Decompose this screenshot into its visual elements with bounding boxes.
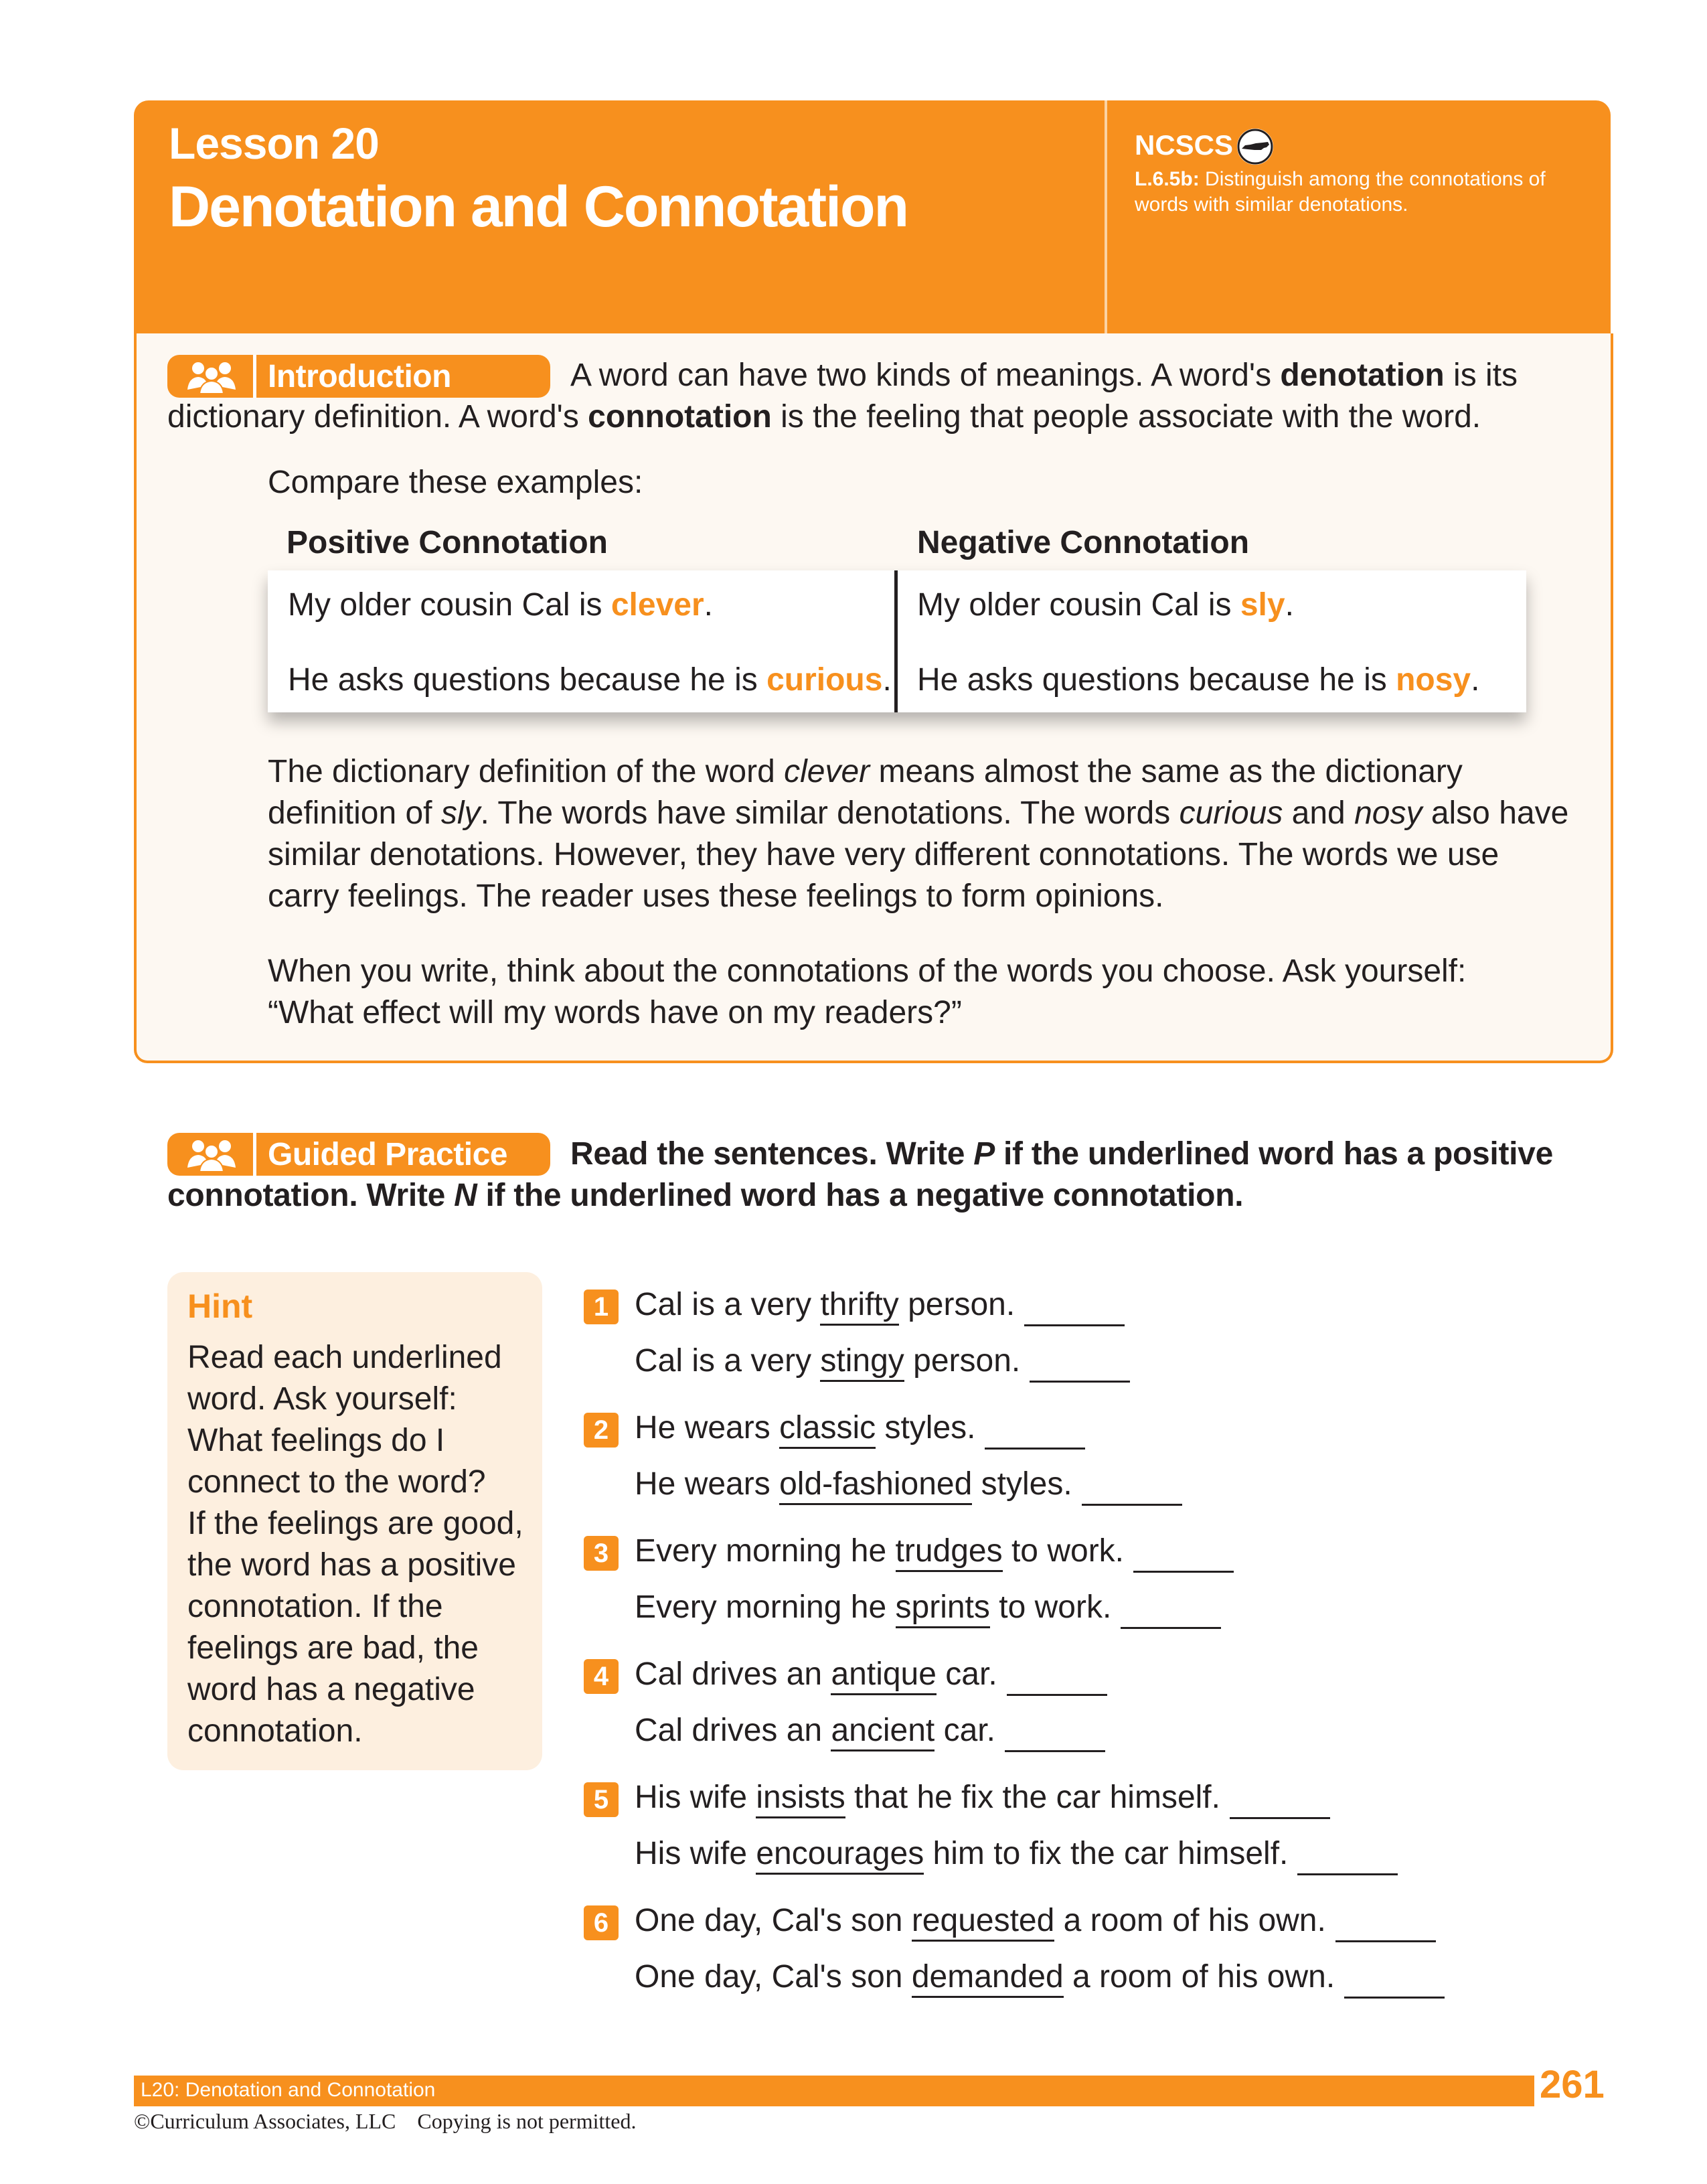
hint-line: feelings are bad, the [187, 1630, 479, 1666]
page-number: 261 [1540, 2063, 1605, 2106]
badge-separator [253, 355, 256, 398]
explanation-line-5: When you write, think about the connotations of the words you choose. Ask yourself: [268, 953, 1467, 989]
explanation-line-2: definition of sly. The words have similar denotations. The words curious and nosy also have [268, 795, 1569, 831]
table-cell-positive: He asks questions because he is curious. [288, 662, 892, 698]
explanation-line-4: carry feelings. The reader uses these feelings to form opinions. [268, 878, 1164, 914]
sentence-1b: Cal is a very stingy person. [635, 1340, 1130, 1383]
table-divider [894, 570, 898, 712]
positive-header: Positive Connotation [287, 525, 608, 560]
hint-line: connotation. If the [187, 1589, 443, 1624]
hint-title: Hint [187, 1288, 253, 1325]
sentence-3b: Every morning he sprints to work. [635, 1587, 1221, 1629]
badge-separator [253, 1133, 256, 1176]
north-carolina-icon [1237, 129, 1273, 165]
item-number: 3 [584, 1536, 619, 1571]
hint-line: What feelings do I [187, 1423, 445, 1458]
sentence-1a: Cal is a very thrifty person. [635, 1284, 1125, 1326]
copyright: ©Curriculum Associates, LLC Copying is not permitted. [134, 2109, 637, 2133]
table-cell-positive: My older cousin Cal is clever. [288, 587, 713, 623]
item-number: 4 [584, 1659, 619, 1694]
answer-blank[interactable] [1024, 1295, 1125, 1326]
answer-blank[interactable] [1121, 1597, 1221, 1629]
sentence-4b: Cal drives an ancient car. [635, 1710, 1105, 1752]
directions-line-1: Read the sentences. Write P if the underlined word has a positive [570, 1136, 1553, 1172]
answer-blank[interactable] [985, 1418, 1085, 1450]
guided-practice-badge [167, 1133, 550, 1176]
hint-line: word has a negative [187, 1672, 475, 1707]
answer-blank[interactable] [1133, 1541, 1234, 1573]
directions-line-2: connotation. Write N if the underlined word has a negative connotation. [167, 1178, 1244, 1213]
sentence-6a: One day, Cal's son requested a room of his own. [635, 1900, 1436, 1942]
explanation-line-1: The dictionary definition of the word clever means almost the same as the dictionary [268, 754, 1463, 789]
hint-line: connotation. [187, 1713, 363, 1749]
answer-blank[interactable] [1007, 1664, 1107, 1696]
sentence-4a: Cal drives an antique car. [635, 1654, 1107, 1696]
answer-blank[interactable] [1082, 1474, 1182, 1506]
table-cell-negative: My older cousin Cal is sly. [917, 587, 1294, 623]
answer-blank[interactable] [1335, 1911, 1436, 1942]
standard-description: L.6.5b: Distinguish among the connotations of words with similar denotations. [1135, 168, 1546, 216]
answer-blank[interactable] [1005, 1721, 1105, 1752]
hint-line: Read each underlined [187, 1340, 502, 1375]
lesson-title: Denotation and Connotation [169, 175, 908, 239]
item-number: 2 [584, 1413, 619, 1448]
item-number: 1 [584, 1290, 619, 1324]
item-number: 5 [584, 1782, 619, 1817]
explanation-line-3: similar denotations. However, they have very different connotations. The words we use [268, 837, 1499, 872]
table-cell-negative: He asks questions because he is nosy. [917, 662, 1480, 698]
hint-line: the word has a positive [187, 1547, 516, 1583]
hint-line: If the feelings are good, [187, 1506, 523, 1541]
sentence-6b: One day, Cal's son demanded a room of his own. [635, 1956, 1445, 1999]
sentence-3a: Every morning he trudges to work. [635, 1531, 1234, 1573]
answer-blank[interactable] [1230, 1788, 1330, 1819]
item-number: 6 [584, 1905, 619, 1940]
introduction-badge [167, 355, 550, 398]
sentence-5a: His wife insists that he fix the car himself. [635, 1777, 1330, 1819]
footer-lesson-ref: L20: Denotation and Connotation [141, 2079, 436, 2101]
hint-line: connect to the word? [187, 1464, 486, 1500]
header-divider [1105, 100, 1107, 335]
lesson-number: Lesson 20 [169, 119, 379, 168]
answer-blank[interactable] [1030, 1351, 1130, 1383]
explanation-line-6: “What effect will my words have on my readers?” [268, 995, 962, 1030]
intro-line-2: dictionary definition. A word's connotation is the feeling that people associate with the word. [167, 399, 1481, 435]
people-icon [182, 359, 241, 394]
guided-practice-label: Guided Practice [268, 1137, 507, 1172]
people-icon [182, 1137, 241, 1172]
answer-blank[interactable] [1344, 1967, 1445, 1999]
sentence-5b: His wife encourages him to fix the car himself. [635, 1833, 1398, 1875]
hint-line: word. Ask yourself: [187, 1381, 457, 1417]
answer-blank[interactable] [1297, 1844, 1398, 1875]
negative-header: Negative Connotation [917, 525, 1250, 560]
ncscs-label: NCSCS [1135, 129, 1234, 161]
intro-line-1: A word can have two kinds of meanings. A word's denotation is its [570, 358, 1518, 393]
sentence-2a: He wears classic styles. [635, 1407, 1085, 1450]
sentence-2b: He wears old-fashioned styles. [635, 1464, 1182, 1506]
introduction-label: Introduction [268, 359, 451, 394]
compare-text: Compare these examples: [268, 465, 643, 500]
